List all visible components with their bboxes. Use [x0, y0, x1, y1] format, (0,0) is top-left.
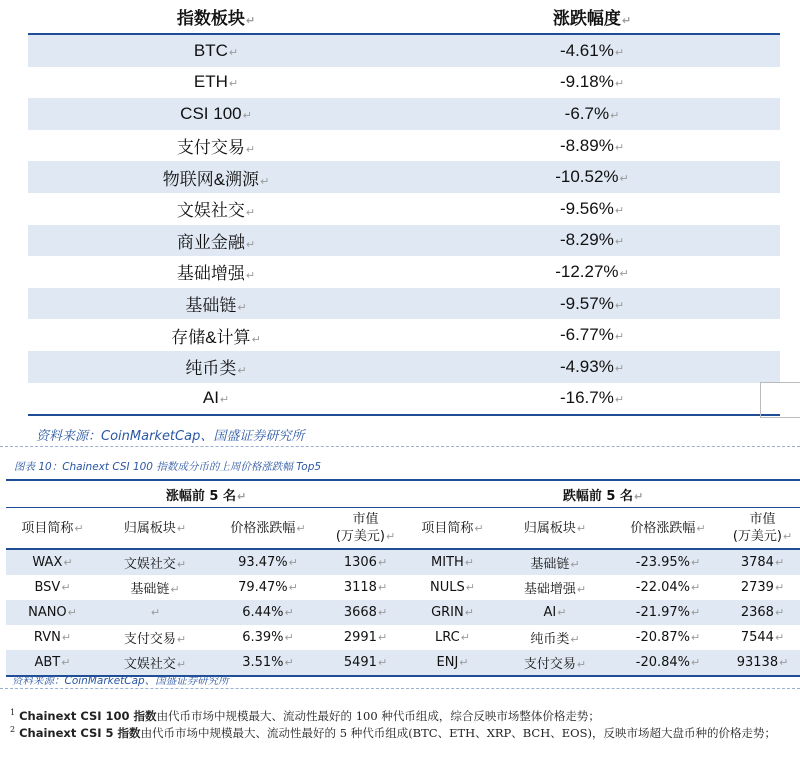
- col-header: 归属板块↵: [99, 508, 211, 550]
- table-cell: 3.51%↵: [211, 650, 325, 676]
- source-note-1: 资料来源：CoinMarketCap、国盛证券研究所: [36, 429, 305, 444]
- col-header: 市值 (万美元)↵: [325, 508, 406, 550]
- col-header: 项目简称↵: [6, 508, 99, 550]
- table-row: [28, 319, 780, 351]
- col-header: 归属板块↵: [499, 508, 611, 550]
- change-cell: -4.93%↵: [404, 351, 780, 383]
- table-cell: 6.39%↵: [242, 630, 294, 645]
- table-cell: -21.97%↵: [611, 600, 725, 625]
- table-cell: ABT↵: [6, 650, 99, 676]
- change-cell: -12.27%↵: [555, 261, 629, 281]
- divider: [0, 688, 800, 689]
- col-header: 市值 (万美元)↵: [725, 508, 800, 550]
- table-row: [28, 225, 780, 257]
- table-cell: -20.87%↵: [635, 630, 701, 645]
- table-cell: 支付交易↵: [499, 650, 611, 676]
- table-row: [28, 98, 780, 130]
- change-cell: -8.89%↵: [559, 135, 625, 155]
- table-cell: ↵: [99, 600, 211, 625]
- table-cell: 93.47%↵: [211, 549, 325, 575]
- group-header-gainers: 涨幅前 5 名↵: [6, 480, 406, 508]
- table-row: [6, 575, 800, 600]
- table-cell: 79.47%↵: [238, 580, 298, 595]
- col-header: 项目简称↵: [406, 508, 499, 550]
- decorative-box: [760, 382, 800, 418]
- change-cell: -9.56%↵: [559, 198, 625, 218]
- table-cell: NANO↵: [6, 600, 99, 625]
- table-cell: 5491↵: [325, 650, 406, 676]
- change-cell: -16.7%↵: [404, 383, 780, 416]
- table-row: [28, 34, 780, 67]
- table-cell: 2739↵: [740, 580, 785, 595]
- table-cell: ENJ↵: [406, 650, 499, 676]
- table-cell: 3668↵: [325, 600, 406, 625]
- change-cell: -8.29%↵: [404, 225, 780, 257]
- change-cell: -10.52%↵: [404, 161, 780, 193]
- table-row: [6, 549, 800, 575]
- table-cell: 3118↵: [343, 580, 388, 595]
- table-cell: 基础链↵: [130, 582, 180, 597]
- footnote-2: $^2$ Chainext CSI 5 指数由代币市场中规模最大、流动性最好的 5 种代币组成(BTC、ETH、XRP、BCH、EOS)，反映市场超大盘币种的价格走势；: [10, 725, 776, 740]
- sector-name-cell: 基础增强↵: [176, 264, 256, 284]
- table-cell: GRIN↵: [406, 600, 499, 625]
- sector-name-cell: BTC↵: [28, 34, 404, 67]
- top5-table: [6, 479, 800, 677]
- table-cell: 2368↵: [725, 600, 800, 625]
- sector-name-cell: 存储&计算↵: [171, 327, 261, 347]
- sector-name-cell: 纯币类↵: [28, 351, 404, 383]
- sector-name-cell: AI↵: [28, 383, 404, 416]
- table-cell: 93138↵: [725, 650, 800, 676]
- table-cell: 支付交易↵: [123, 632, 187, 647]
- table-cell: NULS↵: [430, 580, 475, 595]
- change-cell: -4.61%↵: [404, 34, 780, 67]
- sector-change-table: [28, 0, 780, 416]
- sector-name-cell: 文娱社交↵: [176, 201, 256, 221]
- table-cell: BSV↵: [34, 580, 71, 595]
- table-cell: 基础增强↵: [523, 582, 587, 597]
- table-cell: 纯币类↵: [530, 632, 580, 647]
- table-row: [28, 193, 780, 225]
- table-cell: LRC↵: [435, 630, 470, 645]
- table-row: [28, 161, 780, 193]
- col-header: 价格涨跌幅↵: [611, 508, 725, 550]
- table-row: [28, 256, 780, 288]
- table-row: [28, 383, 780, 416]
- table-cell: -20.84%↵: [611, 650, 725, 676]
- col-header-sector: 指数板块↵: [28, 0, 404, 34]
- table-cell: MITH↵: [406, 549, 499, 575]
- group-header-losers: 跌幅前 5 名↵: [406, 480, 800, 508]
- table-row: [6, 625, 800, 650]
- table-row: [28, 67, 780, 99]
- sector-name-cell: 商业金融↵: [28, 225, 404, 257]
- table-cell: 文娱社交↵: [99, 549, 211, 575]
- table-cell: 3784↵: [725, 549, 800, 575]
- col-header: 价格涨跌幅↵: [211, 508, 325, 550]
- table-row: [28, 130, 780, 162]
- col-header-change: 涨跌幅度↵: [404, 0, 780, 34]
- sector-name-cell: 物联网&溯源↵: [28, 161, 404, 193]
- change-cell: -9.18%↵: [559, 72, 625, 92]
- sector-name-cell: 基础链↵: [28, 288, 404, 320]
- table-cell: -22.04%↵: [635, 580, 701, 595]
- table-cell: 2991↵: [343, 630, 388, 645]
- change-cell: -9.57%↵: [404, 288, 780, 320]
- table-cell: RVN↵: [33, 630, 72, 645]
- footnote-1: $^1$ Chainext CSI 100 指数由代币市场中规模最大、流动性最好的 100 种代币组成，综合反映市场整体价格走势；: [10, 708, 600, 723]
- table-cell: WAX↵: [6, 549, 99, 575]
- table-cell: 1306↵: [325, 549, 406, 575]
- change-cell: -6.7%↵: [404, 98, 780, 130]
- table-cell: 6.44%↵: [211, 600, 325, 625]
- table-cell: -23.95%↵: [611, 549, 725, 575]
- table-row: [6, 600, 800, 625]
- change-cell: -6.77%↵: [559, 325, 625, 345]
- table-row: [28, 351, 780, 383]
- source-note-2: 资料来源：CoinMarketCap、国盛证券研究所: [12, 675, 229, 687]
- table-row: [28, 288, 780, 320]
- table-caption: 图表 10：Chainext CSI 100 指数成分币的上周价格涨跌幅 Top5: [14, 461, 322, 473]
- sector-name-cell: ETH↵: [193, 72, 239, 92]
- table-cell: AI↵: [499, 600, 611, 625]
- table-cell: 7544↵: [740, 630, 785, 645]
- sector-name-cell: 支付交易↵: [176, 138, 256, 158]
- table-cell: 文娱社交↵: [99, 650, 211, 676]
- table-cell: 基础链↵: [499, 549, 611, 575]
- sector-name-cell: CSI 100↵: [28, 98, 404, 130]
- divider: [0, 446, 800, 447]
